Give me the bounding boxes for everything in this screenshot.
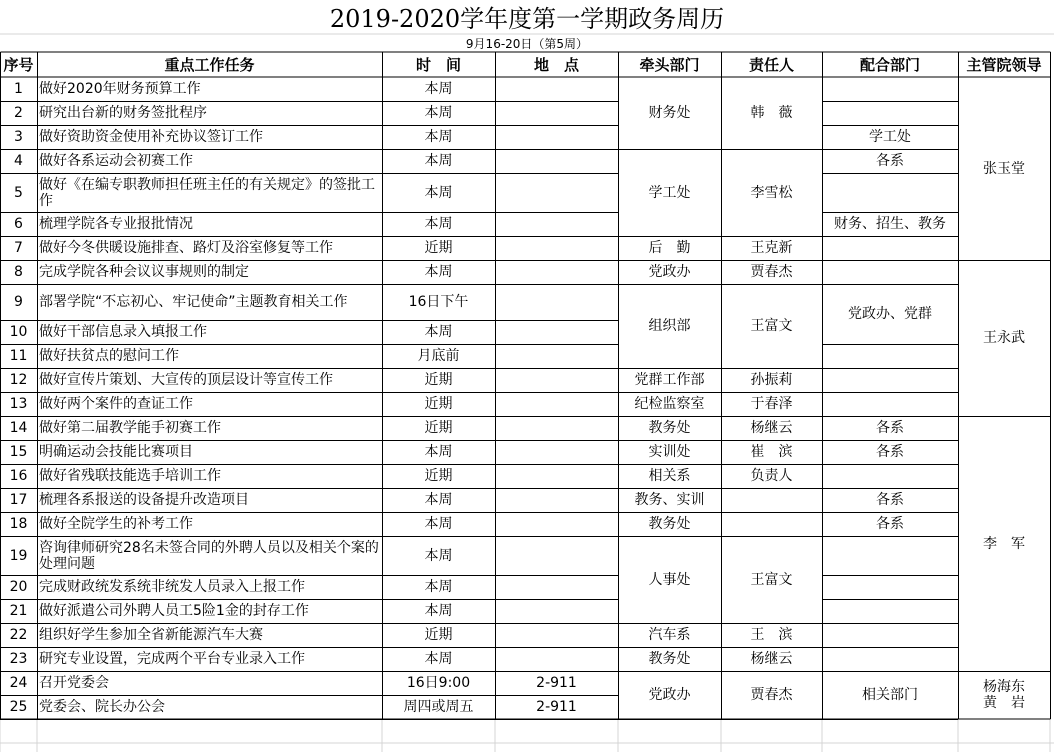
place-cell <box>495 125 618 149</box>
coop-dept-cell <box>822 77 958 101</box>
responsible-person-cell: 王 滨 <box>750 627 793 643</box>
time-cell: 月底前 <box>417 348 460 364</box>
place-cell <box>495 647 618 671</box>
coop-dept-cell <box>822 260 958 284</box>
lead-dept-cell: 人事处 <box>648 571 691 588</box>
responsible-person-cell <box>721 488 822 512</box>
responsible-person-cell: 杨继云 <box>750 420 793 436</box>
row-number: 11 <box>9 348 28 364</box>
coop-dept-cell: 各系 <box>876 516 904 532</box>
lead-dept-cell: 教务、实训 <box>634 492 705 508</box>
lead-dept-cell: 汽车系 <box>648 627 691 643</box>
time-cell: 近期 <box>424 420 453 436</box>
task-cell: 做好干部信息录入填报工作 <box>39 324 207 340</box>
place-cell <box>495 368 618 392</box>
coop-dept-cell <box>822 173 958 212</box>
task-cell: 做好各系运动会初赛工作 <box>39 153 193 169</box>
responsible-person-cell: 王克新 <box>750 240 793 256</box>
row-number: 6 <box>14 216 23 232</box>
lead-dept-cell: 纪检监察室 <box>634 396 705 412</box>
task-cell: 做好两个案件的查证工作 <box>39 396 193 412</box>
time-cell: 本周 <box>424 547 453 564</box>
time-cell: 本周 <box>424 216 453 232</box>
responsible-person-cell: 李雪松 <box>750 184 793 201</box>
leader-name: 杨海东 <box>983 679 1025 695</box>
place-cell <box>495 77 618 101</box>
place-cell <box>495 212 618 236</box>
header-lead: 牵头部门 <box>639 55 700 74</box>
place-cell <box>495 440 618 464</box>
row-number: 25 <box>9 699 28 715</box>
lead-dept-cell: 组织部 <box>648 318 691 334</box>
time-cell: 本周 <box>424 184 453 201</box>
place-cell <box>495 536 618 575</box>
task-cell: 梳理各系报送的设备提升改造项目 <box>39 492 249 508</box>
header-place: 地 点 <box>533 55 579 74</box>
time-cell: 本周 <box>424 492 453 508</box>
coop-dept-cell: 党政办、党群 <box>848 306 932 322</box>
place-cell <box>495 623 618 647</box>
header-person: 责任人 <box>748 55 794 74</box>
place-cell <box>495 599 618 623</box>
coop-dept-cell <box>822 623 958 647</box>
time-cell: 本周 <box>424 516 453 532</box>
task-cell: 完成财政统发系统非统发人员录入上报工作 <box>39 579 305 595</box>
coop-dept-cell <box>822 599 958 623</box>
time-cell: 16日9:00 <box>406 675 471 691</box>
header-coop: 配合部门 <box>859 55 920 74</box>
task-cell: 做好资助资金使用补充协议签订工作 <box>39 129 263 145</box>
place-cell <box>495 392 618 416</box>
row-number: 23 <box>9 651 28 667</box>
row-number: 19 <box>9 547 28 564</box>
responsible-person-cell: 负责人 <box>750 468 793 484</box>
header-seq: 序号 <box>3 55 34 74</box>
task-cell: 做好省残联技能选手培训工作 <box>39 468 221 484</box>
task-cell: 做好派遣公司外聘人员工5险1金的封存工作 <box>39 603 309 619</box>
place-cell <box>495 173 618 212</box>
lead-dept-cell: 学工处 <box>648 184 691 201</box>
time-cell: 本周 <box>424 153 453 169</box>
coop-dept-cell <box>822 344 958 368</box>
leader-name: 黄 岩 <box>983 695 1025 711</box>
row-number: 7 <box>14 240 23 256</box>
coop-dept-cell <box>822 464 958 488</box>
coop-dept-cell <box>822 575 958 599</box>
lead-dept-cell: 党政办 <box>648 264 691 280</box>
place-cell: 2-911 <box>536 699 577 715</box>
coop-dept-cell <box>822 368 958 392</box>
lead-dept-cell: 实训处 <box>648 444 691 460</box>
time-cell: 近期 <box>424 372 453 388</box>
time-cell: 本周 <box>424 264 453 280</box>
responsible-person-cell <box>721 512 822 536</box>
responsible-person-cell: 韩 薇 <box>750 105 793 121</box>
leader-cell: 王永武 <box>983 330 1025 346</box>
coop-dept-cell <box>822 392 958 416</box>
place-cell <box>495 344 618 368</box>
place-cell <box>495 320 618 344</box>
coop-dept-cell <box>822 236 958 260</box>
coop-dept-cell: 各系 <box>876 420 904 436</box>
row-number: 16 <box>9 468 28 484</box>
task-cell: 做好第二届教学能手初赛工作 <box>39 420 221 436</box>
row-number: 14 <box>9 420 28 436</box>
place-cell <box>495 236 618 260</box>
row-number: 15 <box>9 444 28 460</box>
row-number: 20 <box>9 579 28 595</box>
row-number: 24 <box>9 675 28 691</box>
week-subtitle: 9月16-20日（第5周） <box>465 37 589 51</box>
coop-dept-cell <box>822 647 958 671</box>
task-cell: 做好扶贫点的慰问工作 <box>39 348 179 364</box>
time-cell: 近期 <box>424 240 453 256</box>
row-number: 1 <box>14 81 23 97</box>
lead-dept-cell: 党政办 <box>648 687 691 703</box>
task-cell: 咨询律师研究28名未签合同的外聘人员以及相关个案的处理问题 <box>39 539 379 572</box>
coop-dept-cell: 相关部门 <box>862 687 918 703</box>
time-cell: 本周 <box>424 579 453 595</box>
responsible-person-cell: 于春泽 <box>750 396 793 412</box>
task-cell: 做好2020年财务预算工作 <box>39 81 201 97</box>
time-cell: 近期 <box>424 468 453 484</box>
row-number: 4 <box>14 153 23 169</box>
coop-dept-cell: 各系 <box>876 492 904 508</box>
time-cell: 本周 <box>424 324 453 340</box>
time-cell: 本周 <box>424 105 453 121</box>
leader-cell: 张玉堂 <box>983 160 1025 177</box>
lead-dept-cell: 教务处 <box>648 420 691 436</box>
time-cell: 近期 <box>424 396 453 412</box>
responsible-person-cell: 贾春杰 <box>750 687 793 703</box>
task-cell: 完成学院各种会议议事规则的制定 <box>39 264 249 280</box>
time-cell: 近期 <box>424 627 453 643</box>
header-time: 时 间 <box>415 55 461 74</box>
place-cell <box>495 260 618 284</box>
coop-dept-cell <box>822 101 958 125</box>
time-cell: 本周 <box>424 81 453 97</box>
time-cell: 本周 <box>424 651 453 667</box>
coop-dept-cell: 财务、招生、教务 <box>834 216 946 232</box>
row-number: 13 <box>9 396 28 412</box>
time-cell: 本周 <box>424 603 453 619</box>
coop-dept-cell <box>822 536 958 575</box>
lead-dept-cell: 教务处 <box>648 651 691 667</box>
time-cell: 本周 <box>424 129 453 145</box>
coop-dept-cell: 各系 <box>876 444 904 460</box>
lead-dept-cell: 财务处 <box>648 105 691 121</box>
time-cell: 16日下午 <box>408 294 469 310</box>
task-cell: 做好全院学生的补考工作 <box>39 516 193 532</box>
responsible-person-cell: 王富文 <box>750 571 793 588</box>
leader-cell: 李 军 <box>983 535 1025 552</box>
row-number: 5 <box>14 184 23 201</box>
place-cell <box>495 464 618 488</box>
header-leader: 主管院领导 <box>966 55 1042 74</box>
task-cell: 研究出台新的财务签批程序 <box>39 105 207 121</box>
row-number: 2 <box>14 105 23 121</box>
task-cell: 梳理学院各专业报批情况 <box>39 216 193 232</box>
task-cell: 做好今冬供暖设施排查、路灯及浴室修复等工作 <box>39 240 333 256</box>
time-cell: 本周 <box>424 444 453 460</box>
task-cell: 召开党委会 <box>39 675 109 691</box>
task-cell: 党委会、院长办公会 <box>39 699 165 715</box>
row-number: 18 <box>9 516 28 532</box>
lead-dept-cell: 教务处 <box>648 516 691 532</box>
lead-dept-cell: 相关系 <box>648 468 691 484</box>
place-cell <box>495 512 618 536</box>
place-cell <box>495 488 618 512</box>
row-number: 22 <box>9 627 28 643</box>
responsible-person-cell: 崔 滨 <box>750 444 793 460</box>
task-cell: 做好宣传片策划、大宣传的顶层设计等宣传工作 <box>39 372 333 388</box>
row-number: 10 <box>9 324 28 340</box>
leader-cell <box>958 671 1050 719</box>
place-cell <box>495 575 618 599</box>
time-cell: 周四或周五 <box>403 699 474 715</box>
place-cell <box>495 416 618 440</box>
place-cell: 2-911 <box>536 675 577 691</box>
task-cell: 做好《在编专职教师担任班主任的有关规定》的签批工作 <box>39 176 375 209</box>
row-number: 17 <box>9 492 28 508</box>
coop-dept-cell: 各系 <box>876 153 904 169</box>
row-number: 21 <box>9 603 28 619</box>
responsible-person-cell: 贾春杰 <box>750 264 793 280</box>
place-cell <box>495 149 618 173</box>
responsible-person-cell: 杨继云 <box>750 651 793 667</box>
responsible-person-cell: 孙振莉 <box>750 372 793 388</box>
task-cell: 组织好学生参加全省新能源汽车大赛 <box>39 627 263 643</box>
place-cell <box>495 101 618 125</box>
page-title: 2019-2020学年度第一学期政务周历 <box>329 5 725 33</box>
task-cell: 研究专业设置，完成两个平台专业录入工作 <box>39 651 305 667</box>
row-number: 12 <box>9 372 28 388</box>
coop-dept-cell: 学工处 <box>869 129 911 145</box>
row-number: 8 <box>14 264 23 280</box>
task-cell: 部署学院“不忘初心、牢记使命”主题教育相关工作 <box>39 294 348 310</box>
place-cell <box>495 284 618 320</box>
lead-dept-cell: 党群工作部 <box>634 372 705 388</box>
task-cell: 明确运动会技能比赛项目 <box>39 444 193 460</box>
responsible-person-cell: 王富文 <box>750 318 793 334</box>
lead-dept-cell: 后 勤 <box>648 240 691 256</box>
row-number: 3 <box>14 129 23 145</box>
row-number: 9 <box>14 294 23 310</box>
header-task: 重点工作任务 <box>164 55 255 74</box>
